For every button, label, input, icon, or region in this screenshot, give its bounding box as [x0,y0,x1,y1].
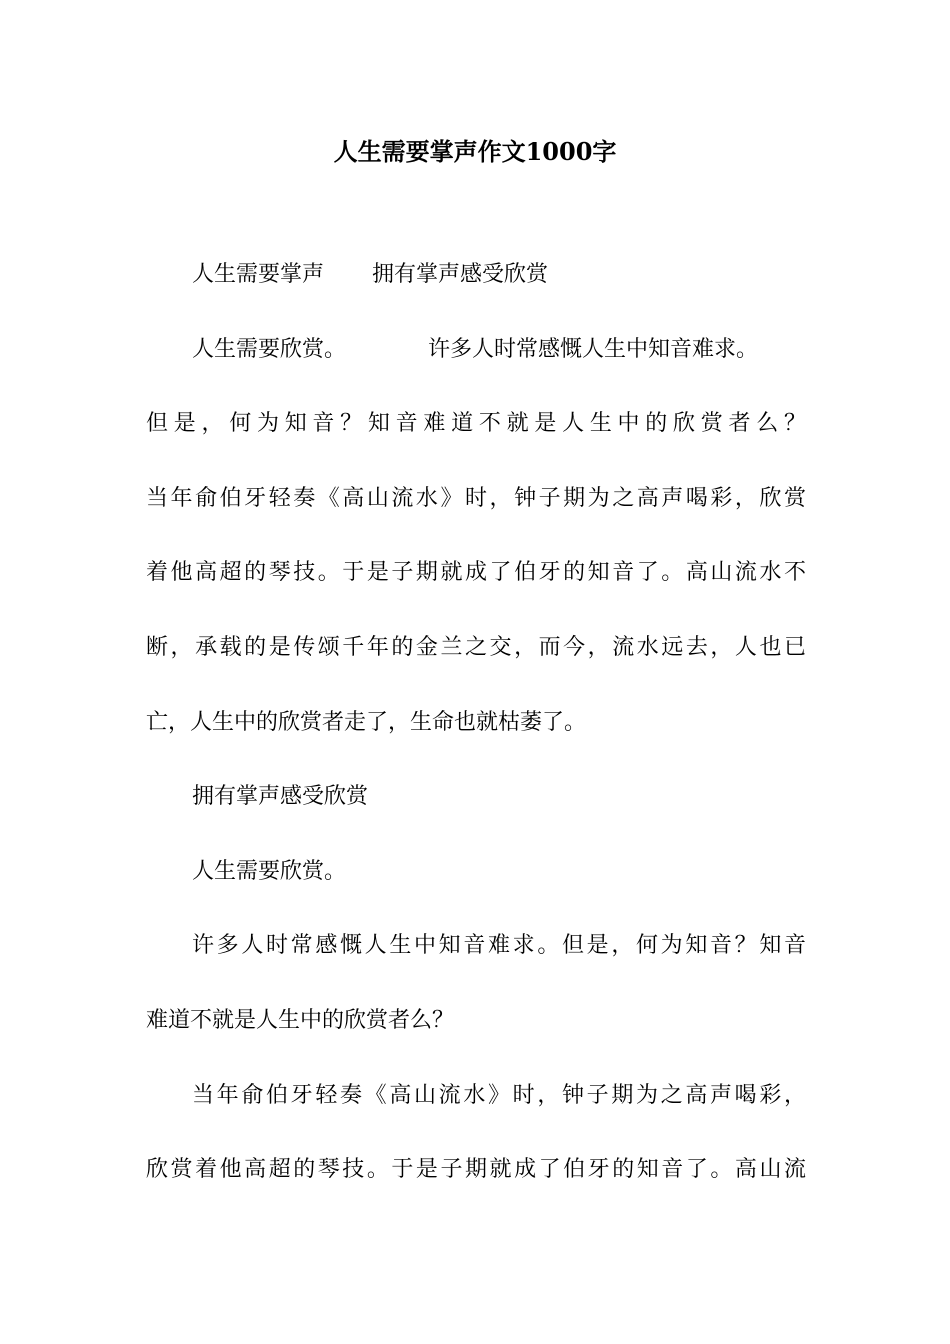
paragraph-line: 亡，人生中的欣赏者走了，生命也就枯萎了。 [146,709,587,735]
document-title: 人生需要掌声作文1000字 [333,137,617,166]
inline-heading: 拥有掌声感受欣赏 [372,262,549,287]
paragraph-line: 拥有掌声感受欣赏 [192,784,369,810]
paragraph-line: 当年俞伯牙轻奏《高山流水》时，钟子期为之高声喝彩， [192,1082,806,1108]
document-body [146,256,806,1226]
paragraph-line: 着他高超的琴技。于是子期就成了伯牙的知音了。高山流水不 [146,560,806,586]
inline-text: 人生需要欣赏。 [192,336,347,362]
paragraph-line [146,331,806,369]
paragraph-line: 欣赏着他高超的琴技。于是子期就成了伯牙的知音了。高山流 [146,1157,806,1183]
paragraph-line: 但是，何为知音？知音难道不就是人生中的欣赏者么？ [146,411,806,437]
paragraph-line: 断，承载的是传颂千年的金兰之交，而今，流水远去，人也已 [146,634,806,660]
inline-heading: 人生需要掌声 [192,262,325,287]
paragraph-line: 难道不就是人生中的欣赏者么？ [146,1007,455,1033]
paragraph-line: 当年俞伯牙轻奏《高山流水》时，钟子期为之高声喝彩，欣赏 [146,485,806,511]
paragraph-line [146,256,806,294]
paragraph-line: 人生需要欣赏。 [192,858,347,884]
inline-text: 许多人时常感慨人生中知音难求。 [428,336,759,362]
paragraph-line: 许多人时常感慨人生中知音难求。但是，何为知音？知音 [192,933,806,959]
